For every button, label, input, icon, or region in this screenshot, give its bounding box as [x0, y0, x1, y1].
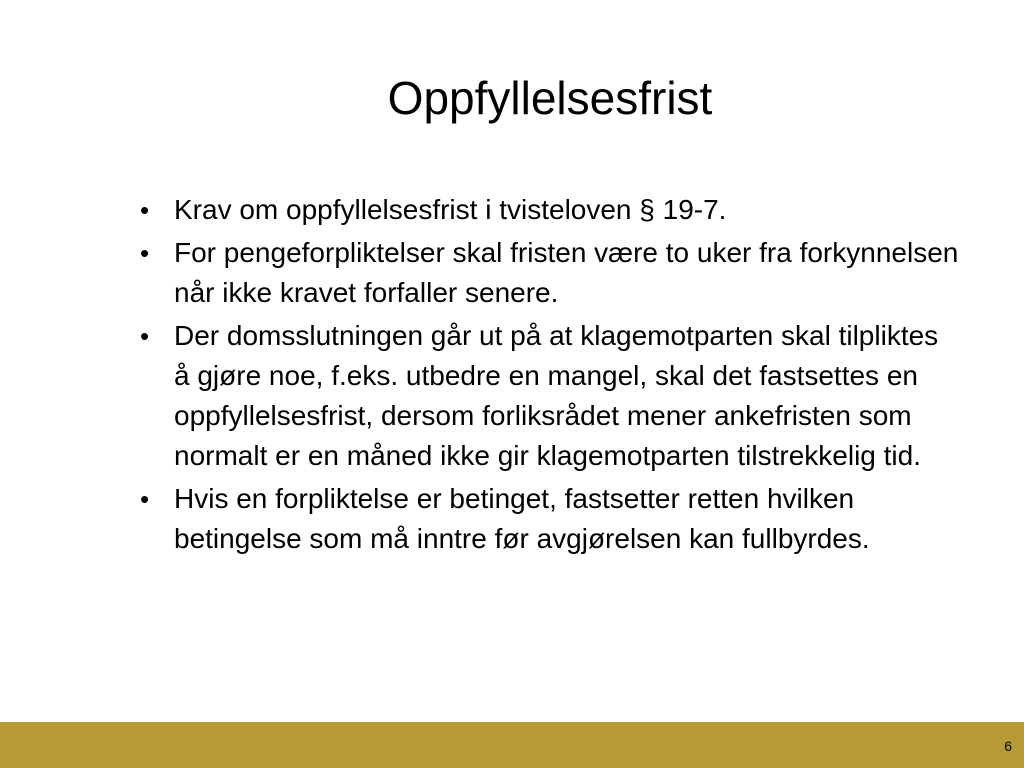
bullet-text: Hvis en forpliktelse er betinget, fastsetter retten hvilken betingelse som må inntre før avgjørelsen kan fullbyrdes. — [174, 483, 870, 554]
bullet-marker: • — [140, 321, 150, 351]
bullet-item — [130, 479, 960, 559]
bullet-item — [130, 190, 960, 230]
slide-title: Oppfyllelsesfrist — [387, 72, 713, 124]
bullet-item — [130, 233, 960, 313]
footer-bar — [0, 722, 1024, 768]
bullet-marker: • — [140, 195, 150, 225]
bullet-text: Der domsslutningen går ut på at klagemotparten skal tilpliktes å gjøre noe, f.eks. utbedre en mangel, skal det fastsettes en oppfyllelsesfrist, dersom forliksrådet mener ankefristen som normalt er en måned ikke gir klagemotparten tilstrekkelig tid. — [174, 320, 939, 471]
page-number: 6 — [1004, 738, 1012, 754]
bullet-text: For pengeforpliktelser skal fristen være to uker fra forkynnelsen når ikke kravet forfaller senere. — [174, 237, 959, 308]
bullet-marker: • — [140, 238, 150, 268]
bullet-item — [130, 316, 960, 476]
bullet-marker: • — [140, 484, 150, 514]
bullet-text: Krav om oppfyllelsesfrist i tvisteloven § 19-7. — [174, 194, 727, 225]
bullet-list — [130, 190, 960, 562]
